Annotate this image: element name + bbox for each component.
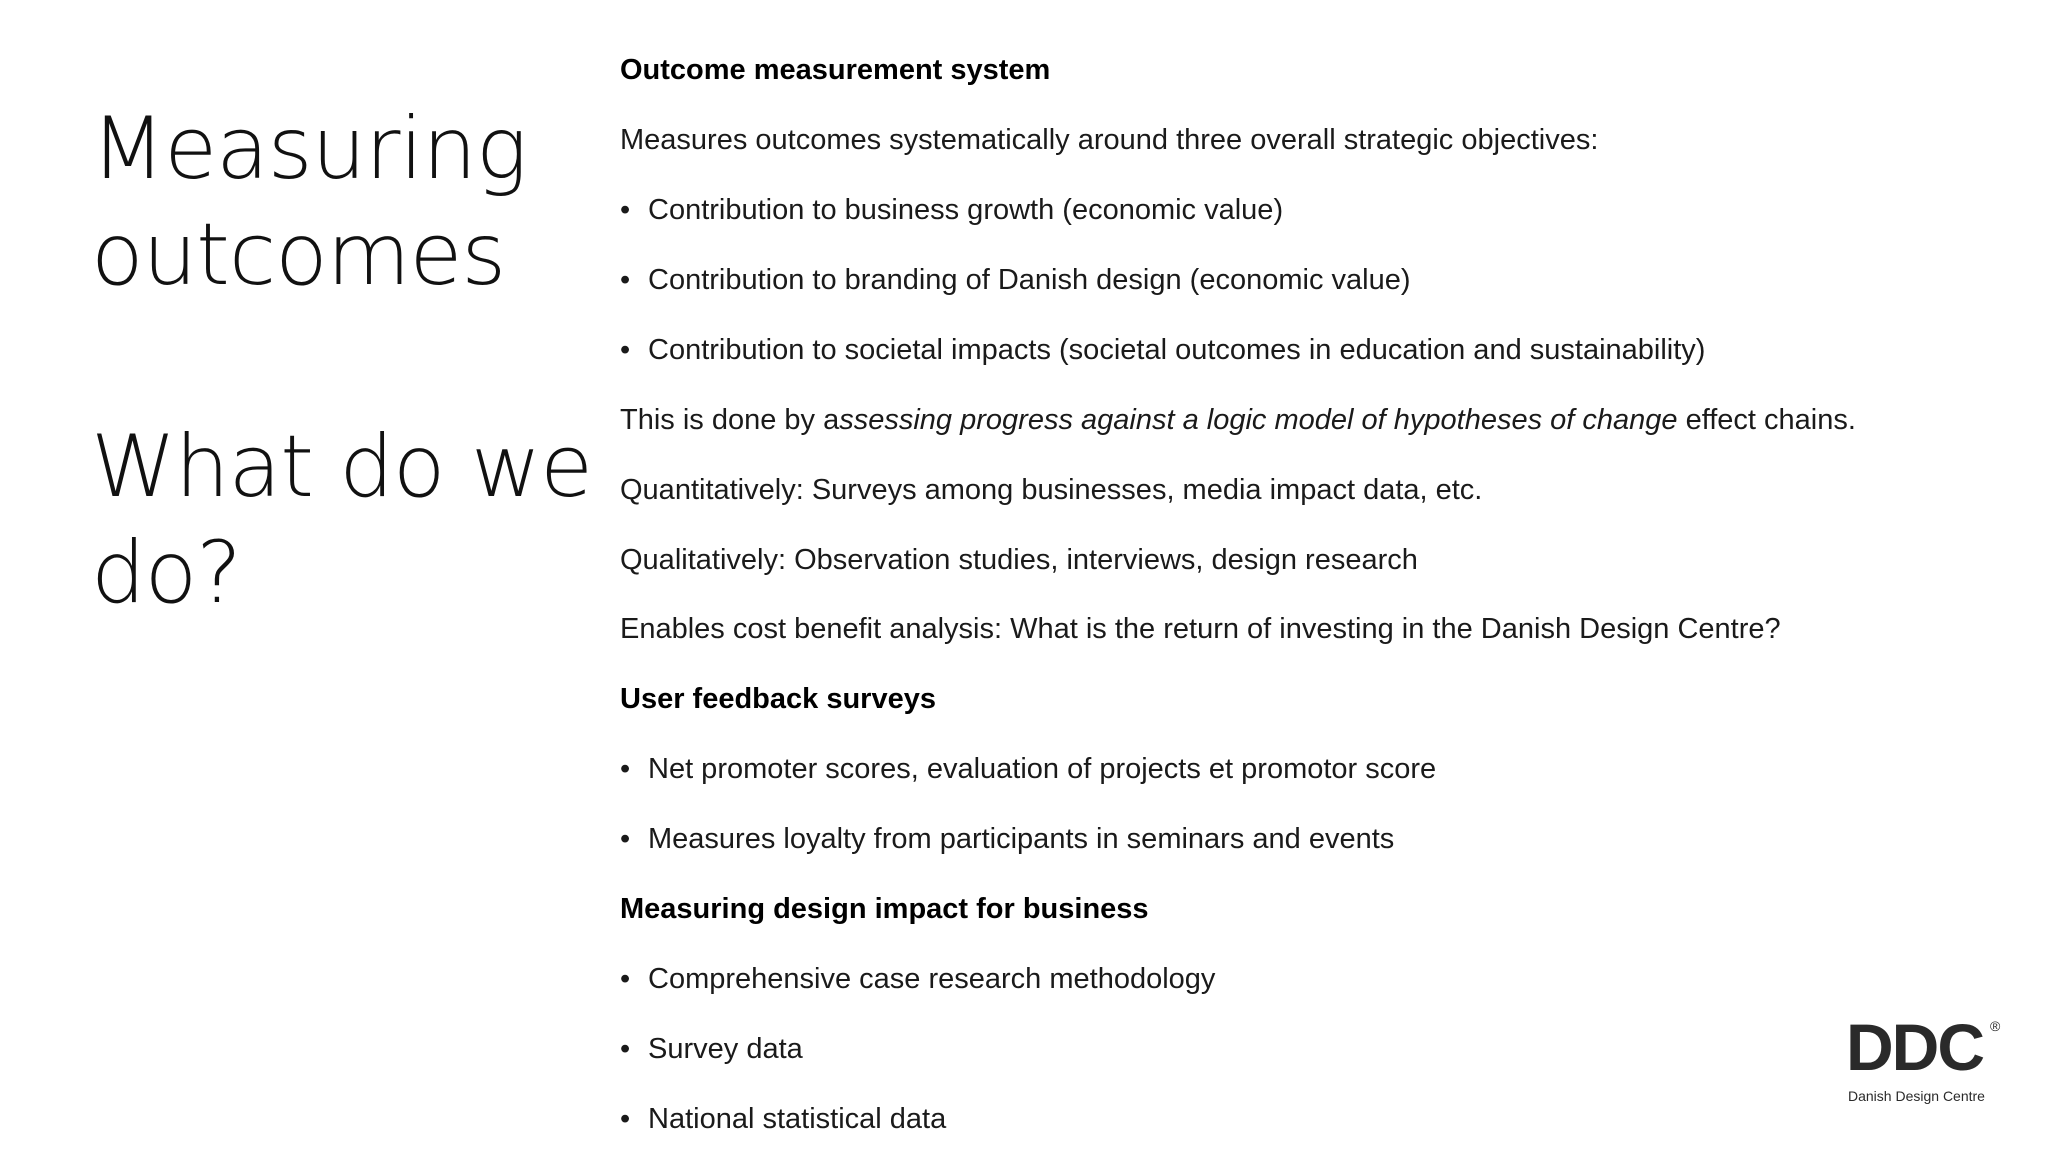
objective-text: Contribution to societal impacts (societal outcomes in education and sustainability) — [648, 334, 1706, 366]
impact-text: National statistical data — [648, 1103, 947, 1135]
method-suffix: effect chains. — [1677, 404, 1856, 436]
bullet-marker: • — [620, 1033, 631, 1065]
objective-text: Contribution to branding of Danish design (economic value) — [648, 264, 1411, 296]
intro-text: Measures outcomes systematically around three overall strategic objectives: — [620, 124, 1599, 156]
impact-text: Comprehensive case research methodology — [648, 963, 1216, 995]
title-line-2: outcomes — [91, 205, 506, 305]
method-text — [620, 402, 1856, 438]
quantitative-text: Quantitatively: Surveys among businesses, media impact data, etc. — [620, 474, 1483, 506]
bullet-marker: • — [620, 753, 631, 785]
slide-title — [91, 96, 591, 626]
bullet-marker: • — [620, 194, 631, 226]
bullet-marker: • — [620, 963, 631, 995]
registered-icon: ® — [1990, 1018, 2001, 1034]
bullet-marker: • — [620, 823, 631, 855]
heading-outcome-measurement: Outcome measurement system — [620, 54, 1051, 86]
cost-benefit-text: Enables cost benefit analysis: What is the return of investing in the Danish Design Centre? — [620, 613, 1781, 645]
bullet-marker: • — [620, 334, 631, 366]
heading-design-impact: Measuring design impact for business — [620, 893, 1149, 925]
objective-item — [620, 192, 1283, 228]
impact-item — [620, 1031, 803, 1067]
objective-item — [620, 262, 1411, 298]
impact-text: Survey data — [648, 1033, 803, 1065]
feedback-item — [620, 821, 1394, 857]
feedback-text: Net promoter scores, evaluation of projects et promotor score — [648, 753, 1437, 785]
feedback-text: Measures loyalty from participants in seminars and events — [648, 823, 1395, 855]
title-spacer — [91, 308, 591, 414]
bullet-marker: • — [620, 264, 631, 296]
ddc-logo — [1846, 1012, 2006, 1112]
logo-mark: DDC — [1846, 1010, 1983, 1084]
qualitative-text: Qualitatively: Observation studies, interviews, design research — [620, 544, 1418, 576]
method-italic: ssessing progress against a logic model of hypotheses of change — [839, 404, 1678, 436]
objective-item — [620, 332, 1705, 368]
title-line-3: What do we — [91, 417, 593, 517]
logo-name: Danish Design Centre — [1848, 1088, 1985, 1104]
bullet-marker: • — [620, 1103, 631, 1135]
impact-item — [620, 961, 1215, 997]
title-line-1: Measuring — [91, 99, 527, 199]
objective-text: Contribution to business growth (economic value) — [648, 194, 1284, 226]
title-line-4: do? — [91, 523, 241, 623]
impact-item — [620, 1101, 946, 1137]
method-prefix: This is done by a — [620, 404, 840, 436]
feedback-item — [620, 751, 1436, 787]
heading-user-feedback: User feedback surveys — [620, 683, 936, 715]
